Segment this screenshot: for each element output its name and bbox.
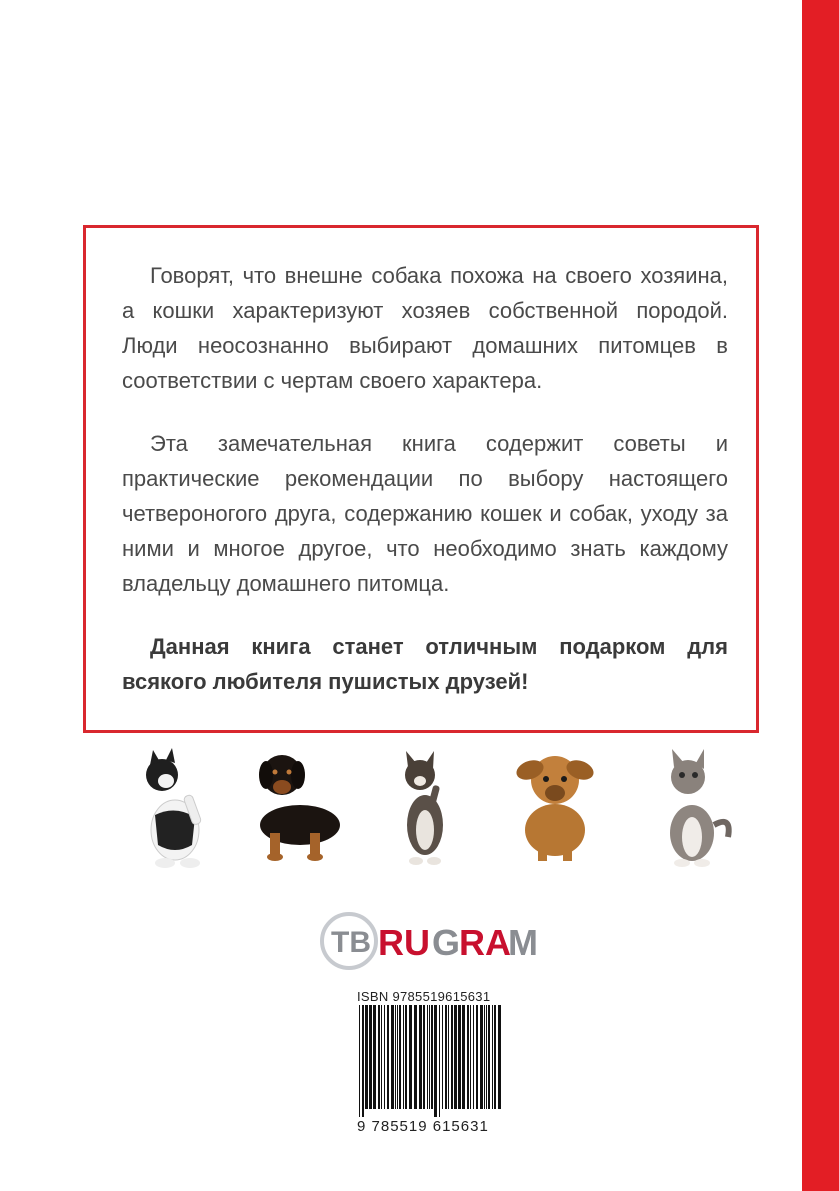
barcode-bar xyxy=(378,1005,380,1109)
barcode-bar xyxy=(470,1005,471,1109)
barcode-bar xyxy=(494,1005,496,1109)
logo-text-ra: RA xyxy=(459,922,511,963)
barcode-bar xyxy=(409,1005,412,1109)
barcode-bar xyxy=(439,1005,440,1117)
barcode-bar xyxy=(488,1005,490,1109)
logo-text-g: G xyxy=(432,922,461,963)
barcode-bar xyxy=(429,1005,430,1109)
barcode-bar xyxy=(427,1005,428,1109)
brown-puppy-illustration xyxy=(500,745,610,870)
barcode-bar xyxy=(434,1005,437,1117)
barcode-bar xyxy=(405,1005,407,1109)
annotation-paragraph-2: Эта замечательная книга содержит советы и практические рекомендации по выбору настоящего четвероногого друга, содержанию кошек и собак, уходу за ними и многое другое, что необходимо знать каждому владельцу домашнего питомца. xyxy=(122,431,728,596)
barcode-bar xyxy=(448,1005,449,1109)
logo-text-m: M xyxy=(508,922,538,963)
barcode-bar xyxy=(381,1005,382,1109)
barcode-bar xyxy=(445,1005,447,1109)
publisher-logo xyxy=(318,910,538,972)
barcode-bar xyxy=(473,1005,474,1109)
barcode-bar xyxy=(467,1005,469,1109)
barcode-bar xyxy=(397,1005,398,1109)
barcode-bar xyxy=(431,1005,433,1109)
isbn-digits: 9 785519 615631 xyxy=(357,1118,489,1135)
annotation-paragraph-1: Говорят, что внешне собака похожа на своего хозяина, а кошки характеризуют хозяев собственной породой. Люди неосознанно выбирают домашних питомцев в соответствии с чертам своего характера. xyxy=(122,263,728,393)
annotation-highlight: Данная книга станет отличным подарком для всякого любителя пушистых друзей! xyxy=(122,634,728,694)
barcode-bar xyxy=(399,1005,401,1109)
barcode-bar xyxy=(458,1005,461,1109)
barcode-bar xyxy=(387,1005,389,1109)
tabby-kitten-standing-illustration xyxy=(370,745,480,870)
barcode-bar xyxy=(384,1005,385,1109)
logo-text-ru: RU xyxy=(378,922,430,963)
barcode-bar xyxy=(373,1005,376,1109)
barcode-bar xyxy=(414,1005,417,1109)
barcode-bar xyxy=(391,1005,394,1109)
barcode-bar xyxy=(395,1005,396,1109)
annotation-box xyxy=(83,225,759,733)
barcode-bar xyxy=(454,1005,457,1109)
barcode-bar xyxy=(423,1005,425,1109)
barcode-bar xyxy=(492,1005,493,1109)
barcode-bar xyxy=(484,1005,485,1109)
barcode-bar xyxy=(359,1005,360,1117)
barcode-bar xyxy=(486,1005,487,1109)
barcode-bar xyxy=(462,1005,465,1109)
barcode-bar xyxy=(403,1005,404,1109)
barcode-bar xyxy=(480,1005,483,1109)
barcode-bar xyxy=(365,1005,368,1109)
isbn-label: ISBN 9785519615631 xyxy=(357,989,491,1004)
barcode-bar xyxy=(369,1005,372,1109)
tabby-kitten-sitting-illustration xyxy=(640,745,750,870)
spine-stripe xyxy=(802,0,839,1191)
barcode-bar xyxy=(476,1005,478,1109)
barcode-bar xyxy=(451,1005,453,1109)
barcode-bar xyxy=(498,1005,501,1109)
barcode-bar xyxy=(419,1005,422,1109)
barcode-bar xyxy=(442,1005,443,1109)
isbn-barcode xyxy=(357,1005,507,1117)
rottweiler-puppy-illustration xyxy=(240,745,350,870)
cat-black-white-illustration xyxy=(120,745,230,870)
pets-row xyxy=(100,745,760,875)
barcode-bar xyxy=(362,1005,364,1117)
logo-mark: TB xyxy=(331,926,371,959)
